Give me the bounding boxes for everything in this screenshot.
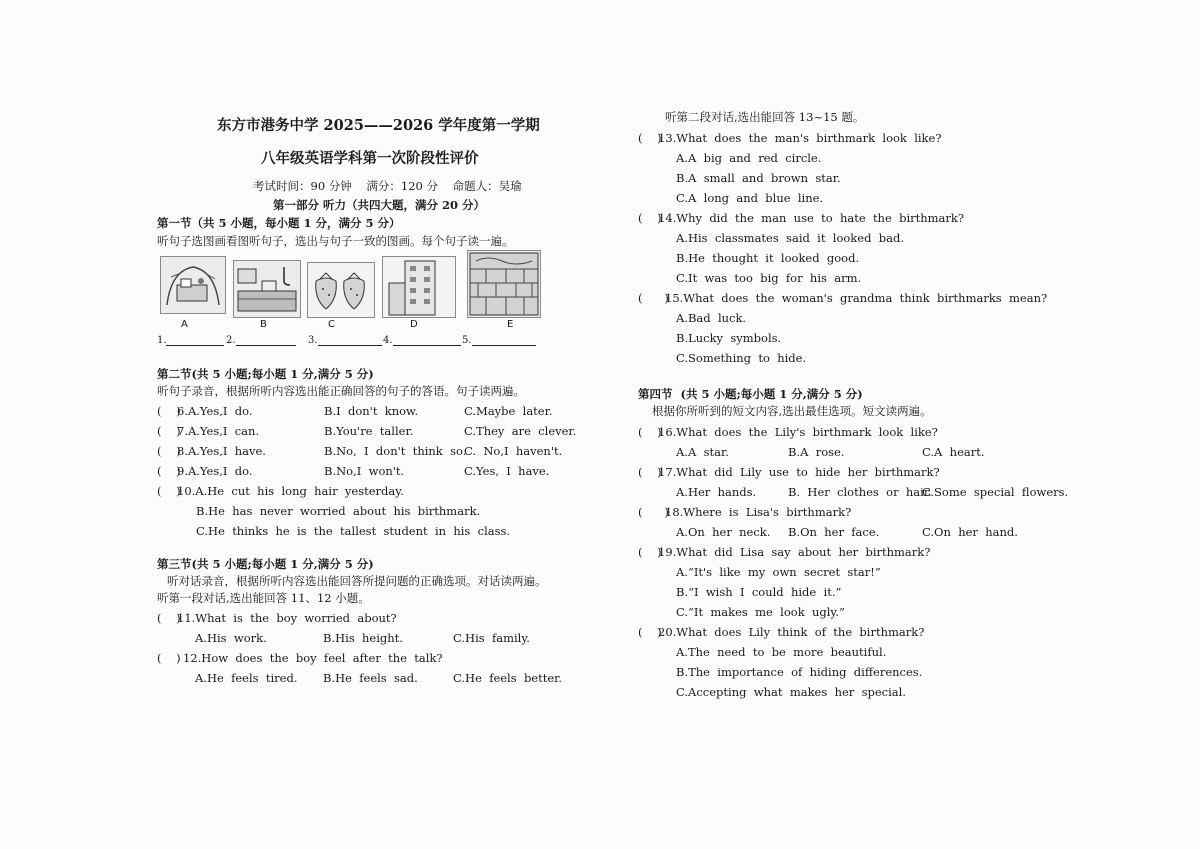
- q17-option-c: C.Some special flowers.: [922, 485, 1069, 499]
- dialog2-note: 听第二段对话,选出能回答 13~15 题。: [665, 110, 865, 124]
- part1-heading: 第一部分 听力（共四大题，满分 20 分）: [273, 198, 486, 212]
- q7-option-b: B.You're taller.: [324, 424, 414, 438]
- q20-option-a: A.The need to be more beautiful.: [676, 645, 887, 659]
- q13-option-b: B.A small and brown star.: [676, 171, 841, 185]
- exam-title: 东方市港务中学 2025——2026 学年度第一学期: [217, 117, 540, 134]
- blank-label-3: 3.: [308, 335, 318, 346]
- picture-b: [233, 260, 301, 318]
- sec3-instructions: 听对话录音，根据所听内容选出能回答所提问题的正确选项。对话读两遍。: [167, 574, 547, 588]
- q12-option-b: B.He feels sad.: [323, 671, 418, 685]
- q20-option-c: C.Accepting what makes her special.: [676, 685, 906, 699]
- answer-paren-19[interactable]: ( ): [638, 545, 662, 559]
- answer-paren-15[interactable]: ( ): [638, 291, 669, 305]
- bedroom-sketch-icon: [161, 257, 225, 313]
- picture-e: [467, 250, 541, 318]
- q6-option-c: C.Maybe later.: [464, 404, 553, 418]
- exam-meta: 考试时间：90 分钟 满分：120 分 命题人：吴瑜: [253, 179, 522, 193]
- sec1-instructions: 听句子选图画看图听句子，选出与句子一致的图画。每个句子读一遍。: [157, 234, 514, 248]
- picture-c: [307, 262, 375, 318]
- sec1-title: 第一节（共 5 小题，每小题 1 分，满分 5 分）: [157, 216, 401, 230]
- q10-option-a: 10.A.He cut his long hair yesterday.: [177, 484, 404, 498]
- strawberries-sketch-icon: [308, 263, 374, 317]
- building-sketch-icon: [383, 257, 455, 317]
- q12-question: 12.How does the boy feel after the talk?: [183, 651, 443, 665]
- sec2-instructions: 听句子录音，根据所听内容选出能正确回答的句子的答语。句子读两遍。: [157, 384, 525, 398]
- q14-option-a: A.His classmates said it looked bad.: [676, 231, 904, 245]
- q6-option-a: 6.A.Yes,I do.: [177, 404, 253, 418]
- q8-option-c: C. No,I haven't.: [464, 444, 563, 458]
- answer-paren-20[interactable]: ( ): [638, 625, 662, 639]
- answer-paren-17[interactable]: ( ): [638, 465, 662, 479]
- q19-option-b: B.“I wish I could hide it.”: [676, 585, 842, 599]
- picture-label-a: A: [181, 319, 188, 330]
- answer-paren-13[interactable]: ( ): [638, 131, 662, 145]
- q13-option-c: C.A long and blue line.: [676, 191, 824, 205]
- sec3-title: 第三节(共 5 小题;每小题 1 分,满分 5 分): [157, 557, 374, 571]
- q17-option-a: A.Her hands.: [676, 485, 757, 499]
- q14-question: 14.Why did the man use to hate the birthmark?: [658, 211, 965, 225]
- blank-label-4: 4.: [383, 335, 393, 346]
- q10-option-c: C.He thinks he is the tallest student in his class.: [196, 524, 511, 538]
- blank-label-1: 1.: [157, 335, 167, 346]
- q20-option-b: B.The importance of hiding differences.: [676, 665, 923, 679]
- answer-paren-7[interactable]: ( ): [157, 424, 181, 438]
- wall-sketch-icon: [468, 251, 540, 317]
- dialog1-note: 听第一段对话,选出能回答 11、12 小题。: [157, 591, 370, 605]
- answer-paren-18[interactable]: ( ): [638, 505, 669, 519]
- q20-question: 20.What does Lily think of the birthmark?: [658, 625, 925, 639]
- q13-option-a: A.A big and red circle.: [676, 151, 822, 165]
- answer-blank-3[interactable]: [318, 333, 382, 346]
- q11-question: 11.What is the boy worried about?: [177, 611, 397, 625]
- answer-paren-9[interactable]: ( ): [157, 464, 181, 478]
- sec4-title: 第四节 (共 5 小题;每小题 1 分,满分 5 分): [638, 387, 863, 401]
- q11-option-c: C.His family.: [453, 631, 530, 645]
- sec4-instructions: 根据你所听到的短文内容,选出最佳选项。短文读两遍。: [652, 404, 932, 418]
- answer-paren-10[interactable]: ( ): [157, 484, 181, 498]
- sec2-title: 第二节(共 5 小题;每小题 1 分,满分 5 分): [157, 367, 374, 381]
- q18-question: 18.Where is Lisa's birthmark?: [665, 505, 852, 519]
- q8-option-b: B.No, I don't think so.: [324, 444, 467, 458]
- q14-option-c: C.It was too big for his arm.: [676, 271, 862, 285]
- q9-option-c: C.Yes, I have.: [464, 464, 550, 478]
- q17-option-b: B. Her clothes or hair.: [788, 485, 932, 499]
- q12-option-c: C.He feels better.: [453, 671, 563, 685]
- answer-paren-16[interactable]: ( ): [638, 425, 662, 439]
- q16-option-a: A.A star.: [676, 445, 729, 459]
- q7-option-c: C.They are clever.: [464, 424, 577, 438]
- q18-option-b: B.On her face.: [788, 525, 880, 539]
- q15-question: 15.What does the woman's grandma think birthmarks mean?: [665, 291, 1048, 305]
- q16-option-b: B.A rose.: [788, 445, 845, 459]
- answer-blank-4[interactable]: [393, 333, 461, 346]
- q7-option-a: 7.A.Yes,I can.: [177, 424, 260, 438]
- q17-question: 17.What did Lily use to hide her birthmark?: [658, 465, 940, 479]
- q10-option-b: B.He has never worried about his birthmark.: [196, 504, 481, 518]
- q15-option-c: C.Something to hide.: [676, 351, 807, 365]
- q11-option-b: B.His height.: [323, 631, 403, 645]
- q12-option-a: A.He feels tired.: [195, 671, 298, 685]
- q9-option-b: B.No,I won't.: [324, 464, 405, 478]
- picture-a: [160, 256, 226, 314]
- q16-option-c: C.A heart.: [922, 445, 985, 459]
- q8-option-a: 8.A.Yes,I have.: [177, 444, 266, 458]
- picture-label-b: B: [260, 319, 267, 330]
- exam-subtitle: 八年级英语学科第一次阶段性评价: [261, 150, 479, 167]
- answer-paren-12[interactable]: ( ): [157, 651, 181, 665]
- picture-label-e: E: [507, 319, 514, 330]
- kitchen-sketch-icon: [234, 261, 300, 317]
- answer-paren-14[interactable]: ( ): [638, 211, 662, 225]
- q13-question: 13.What does the man's birthmark look like?: [658, 131, 942, 145]
- picture-label-d: D: [410, 319, 418, 330]
- q14-option-b: B.He thought it looked good.: [676, 251, 860, 265]
- blank-label-5: 5.: [462, 335, 472, 346]
- q11-option-a: A.His work.: [195, 631, 267, 645]
- q15-option-a: A.Bad luck.: [676, 311, 747, 325]
- answer-paren-6[interactable]: ( ): [157, 404, 181, 418]
- q9-option-a: 9.A.Yes,I do.: [177, 464, 253, 478]
- answer-blank-5[interactable]: [472, 333, 536, 346]
- q18-option-a: A.On her neck.: [676, 525, 771, 539]
- q18-option-c: C.On her hand.: [922, 525, 1018, 539]
- q6-option-b: B.I don't know.: [324, 404, 419, 418]
- answer-blank-2[interactable]: [236, 333, 296, 346]
- q19-question: 19.What did Lisa say about her birthmark?: [658, 545, 931, 559]
- blank-label-2: 2.: [226, 335, 236, 346]
- answer-blank-1[interactable]: [166, 333, 224, 346]
- q19-option-a: A.“It's like my own secret star!”: [676, 565, 881, 579]
- answer-paren-8[interactable]: ( ): [157, 444, 181, 458]
- q19-option-c: C.“It makes me look ugly.”: [676, 605, 845, 619]
- picture-label-c: C: [328, 319, 335, 330]
- q15-option-b: B.Lucky symbols.: [676, 331, 782, 345]
- picture-d: [382, 256, 456, 318]
- q16-question: 16.What does the Lily's birthmark look like?: [658, 425, 938, 439]
- answer-paren-11[interactable]: ( ): [157, 611, 181, 625]
